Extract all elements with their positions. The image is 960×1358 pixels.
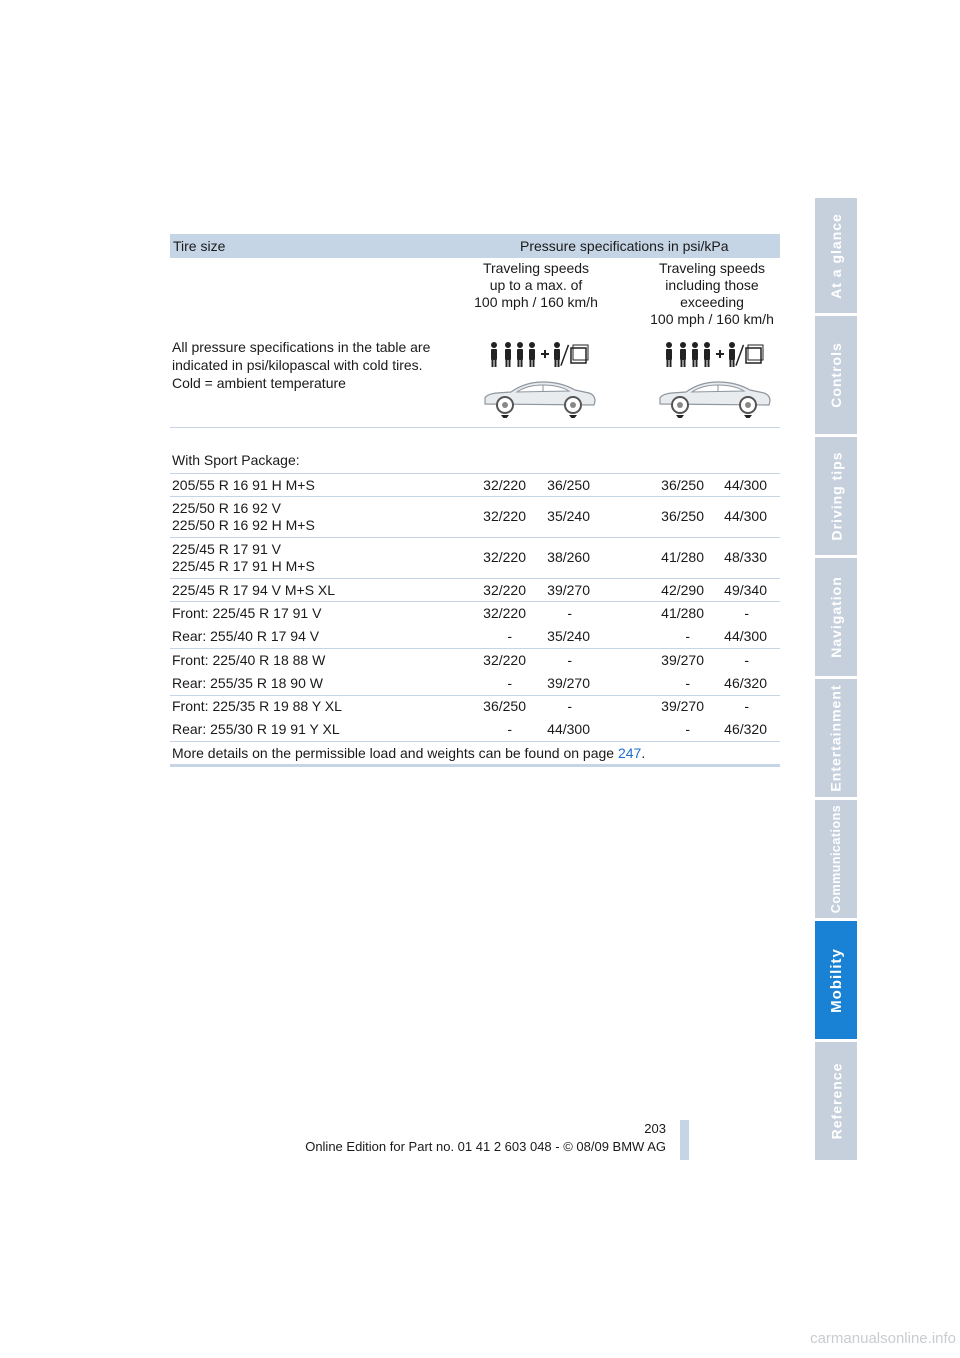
value-cell: 36/250 <box>661 477 704 493</box>
table-header <box>170 234 780 258</box>
value-cell: 41/280 <box>661 549 704 565</box>
value-cell: 46/320 <box>724 675 767 691</box>
side-tabs <box>815 198 857 1160</box>
tire-size: Front: 225/45 R 17 91 V <box>172 605 322 621</box>
tab-entertainment[interactable]: Entertainment <box>815 679 857 797</box>
value-cell: 36/250 <box>483 698 526 714</box>
value-cell: - <box>685 721 690 737</box>
divider <box>170 537 780 538</box>
value-cell: 39/270 <box>547 582 590 598</box>
table-row <box>170 675 780 697</box>
divider <box>170 601 780 602</box>
value-cell: 42/290 <box>661 582 704 598</box>
divider <box>170 648 780 649</box>
value-cell: 35/240 <box>547 628 590 644</box>
value-cell: 46/320 <box>724 721 767 737</box>
footnote: More details on the permissible load and weights can be found on page 247. <box>172 745 646 761</box>
value-cell: - <box>567 605 572 621</box>
section-label: With Sport Package: <box>172 452 300 468</box>
value-cell: 36/250 <box>661 508 704 524</box>
value-cell: 39/270 <box>661 652 704 668</box>
header-tire-size: Tire size <box>173 238 226 254</box>
tab-mobility[interactable]: Mobility <box>815 921 857 1039</box>
page-marker-bar <box>680 1120 689 1160</box>
value-cell: - <box>744 698 749 714</box>
tab-driving-tips[interactable]: Driving tips <box>815 437 857 555</box>
tab-at-a-glance[interactable]: At a glance <box>815 198 857 313</box>
table-bottom-rule <box>170 764 780 767</box>
value-cell: - <box>507 675 512 691</box>
value-cell: 39/270 <box>547 675 590 691</box>
speed-col-high: Traveling speeds including those exceeding 100 mph / 160 km/h <box>650 260 774 327</box>
tire-size: Front: 225/40 R 18 88 W <box>172 652 326 668</box>
value-cell: - <box>685 675 690 691</box>
table-row <box>170 652 780 674</box>
load-light-persons-luggage-icon <box>475 342 600 418</box>
value-cell: 49/340 <box>724 582 767 598</box>
value-cell: 32/220 <box>483 508 526 524</box>
tab-reference[interactable]: Reference <box>815 1042 857 1160</box>
value-cell: 38/260 <box>547 549 590 565</box>
page-link[interactable]: 247 <box>617 745 642 761</box>
table-row <box>170 698 780 720</box>
value-cell: - <box>685 628 690 644</box>
value-cell: 32/220 <box>483 477 526 493</box>
value-cell: 36/250 <box>547 477 590 493</box>
tire-size: 225/45 R 17 91 V 225/45 R 17 91 H M+S <box>172 541 315 574</box>
tire-size: 225/50 R 16 92 V 225/50 R 16 92 H M+S <box>172 500 315 533</box>
value-cell: 44/300 <box>724 477 767 493</box>
divider <box>170 695 780 696</box>
value-cell: - <box>567 698 572 714</box>
value-cell: 39/270 <box>661 698 704 714</box>
page-number: 203 <box>644 1121 666 1136</box>
load-full-persons-luggage-icon <box>650 342 775 418</box>
tire-size: 225/45 R 17 94 V M+S XL <box>172 582 336 598</box>
value-cell: 32/220 <box>483 605 526 621</box>
tire-size: Rear: 255/40 R 17 94 V <box>172 628 320 644</box>
table-row <box>170 605 780 627</box>
edition-line: Online Edition for Part no. 01 41 2 603 048 - © 08/09 BMW AG <box>305 1139 666 1154</box>
tab-controls[interactable]: Controls <box>815 316 857 434</box>
intro-text: All pressure specifications in the table are indicated in psi/kilopascal with cold tires. Cold = ambient temperature <box>172 339 431 391</box>
value-cell: 44/300 <box>547 721 590 737</box>
tire-size: Front: 225/35 R 19 88 Y XL <box>172 698 342 714</box>
value-cell: - <box>507 721 512 737</box>
table-row <box>170 628 780 650</box>
speed-col-normal: Traveling speeds up to a max. of 100 mph / 160 km/h <box>474 260 598 310</box>
value-cell: - <box>507 628 512 644</box>
tire-size: 205/55 R 16 91 H M+S <box>172 477 315 493</box>
tab-communications[interactable]: Communications <box>815 800 857 918</box>
tire-size: Rear: 255/30 R 19 91 Y XL <box>172 721 340 737</box>
divider <box>170 741 780 742</box>
value-cell: 41/280 <box>661 605 704 621</box>
table-row <box>170 500 780 538</box>
header-pressure: Pressure specifications in psi/kPa <box>520 238 729 254</box>
value-cell: 44/300 <box>724 508 767 524</box>
value-cell: - <box>744 605 749 621</box>
table-row <box>170 476 780 498</box>
value-cell: 32/220 <box>483 652 526 668</box>
table-row <box>170 541 780 579</box>
value-cell: 32/220 <box>483 582 526 598</box>
table-row <box>170 721 780 743</box>
value-cell: 44/300 <box>724 628 767 644</box>
value-cell: - <box>567 652 572 668</box>
divider <box>170 427 780 428</box>
divider <box>170 473 780 474</box>
divider <box>170 578 780 579</box>
tire-size: Rear: 255/35 R 18 90 W <box>172 675 323 691</box>
value-cell: 48/330 <box>724 549 767 565</box>
divider <box>170 496 780 497</box>
value-cell: 35/240 <box>547 508 590 524</box>
tab-navigation[interactable]: Navigation <box>815 558 857 676</box>
value-cell: - <box>744 652 749 668</box>
watermark: carmanualsonline.info <box>810 1330 956 1347</box>
value-cell: 32/220 <box>483 549 526 565</box>
